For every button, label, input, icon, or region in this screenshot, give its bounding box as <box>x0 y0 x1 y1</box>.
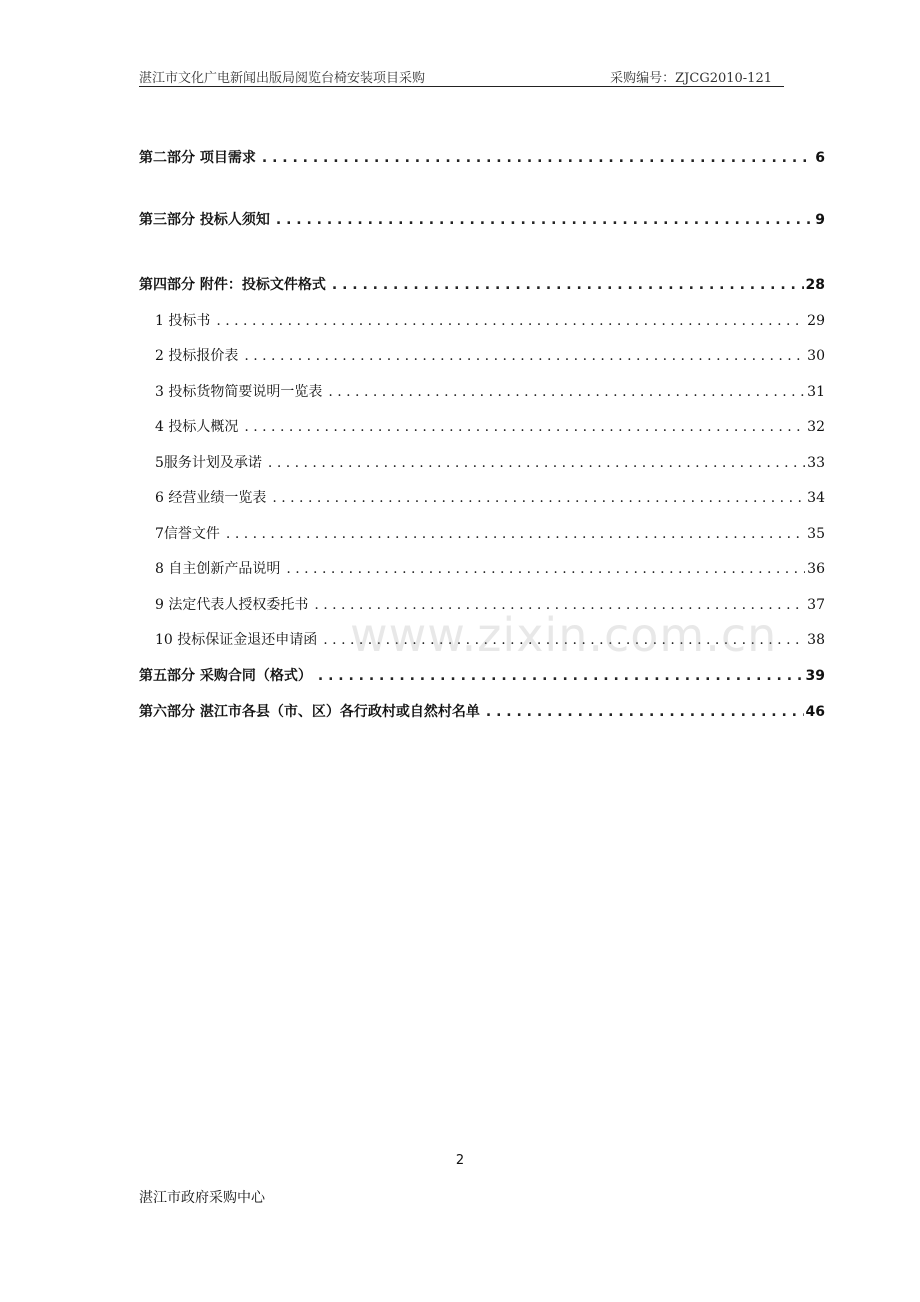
toc-entry[interactable] <box>139 452 825 472</box>
toc-label: 8 自主创新产品说明 <box>155 561 281 577</box>
toc-page: 34 <box>807 490 825 506</box>
toc-leader <box>216 313 805 329</box>
toc-entry[interactable] <box>139 209 825 229</box>
toc-page: 37 <box>807 597 825 613</box>
toc-label: 1 投标书 <box>155 313 211 329</box>
toc-label: 第五部分 采购合同（格式） <box>139 668 312 684</box>
toc-leader <box>276 212 813 228</box>
toc-page: 9 <box>815 212 825 228</box>
toc-page: 32 <box>807 419 825 435</box>
header-title: 湛江市文化广电新闻出版局阅览台椅安装项目采购 <box>139 71 426 86</box>
toc-label: 第六部分 湛江市各县（市、区）各行政村或自然村名单 <box>139 704 480 720</box>
page-number: 2 <box>455 1153 465 1168</box>
toc-entry[interactable] <box>139 345 825 365</box>
toc-page: 33 <box>807 455 825 471</box>
toc-entry[interactable] <box>139 523 825 543</box>
page-header <box>139 64 784 87</box>
toc-page: 39 <box>805 668 825 684</box>
toc-leader <box>318 668 804 684</box>
toc-page: 35 <box>807 526 825 542</box>
toc-label: 第二部分 项目需求 <box>139 150 256 166</box>
procurement-code: 采购编号：ZJCG2010-121 <box>610 71 772 86</box>
toc-leader <box>262 150 813 166</box>
toc-leader <box>244 348 805 364</box>
toc-page: 36 <box>807 561 825 577</box>
toc-entry[interactable] <box>139 274 825 294</box>
toc-entry[interactable] <box>139 665 825 685</box>
toc-label: 第四部分 附件：投标文件格式 <box>139 277 326 293</box>
toc-label: 7信誉文件 <box>155 526 220 542</box>
toc-leader <box>272 490 805 506</box>
toc-leader <box>226 526 805 542</box>
toc-entry[interactable] <box>139 310 825 330</box>
toc-entry[interactable] <box>139 487 825 507</box>
toc-label: 第三部分 投标人须知 <box>139 212 270 228</box>
toc-label: 5服务计划及承诺 <box>155 455 262 471</box>
toc-leader <box>486 704 804 720</box>
toc-leader <box>328 384 805 400</box>
toc-label: 6 经营业绩一览表 <box>155 490 267 506</box>
toc-entry[interactable] <box>139 558 825 578</box>
toc-page: 29 <box>807 313 825 329</box>
toc-leader <box>268 455 805 471</box>
toc-page: 31 <box>807 384 825 400</box>
toc-entry[interactable] <box>139 701 825 721</box>
toc-entry[interactable] <box>139 147 825 167</box>
toc-label: 10 投标保证金退还申请函 <box>155 632 318 648</box>
watermark: www.zixin.com.cn <box>350 608 778 662</box>
toc-page: 38 <box>807 632 825 648</box>
toc-label: 9 法定代表人授权委托书 <box>155 597 309 613</box>
toc-entry[interactable] <box>139 416 825 436</box>
toc-leader <box>244 419 805 435</box>
toc-page: 6 <box>815 150 825 166</box>
toc-entry[interactable] <box>139 381 825 401</box>
toc-leader <box>332 277 804 293</box>
toc-page: 30 <box>807 348 825 364</box>
toc-page: 46 <box>805 704 825 720</box>
page-footer: 湛江市政府采购中心 <box>139 1190 265 1206</box>
toc-label: 2 投标报价表 <box>155 348 239 364</box>
toc-page: 28 <box>805 277 825 293</box>
toc-leader <box>286 561 805 577</box>
toc-label: 4 投标人概况 <box>155 419 239 435</box>
toc-label: 3 投标货物简要说明一览表 <box>155 384 323 400</box>
